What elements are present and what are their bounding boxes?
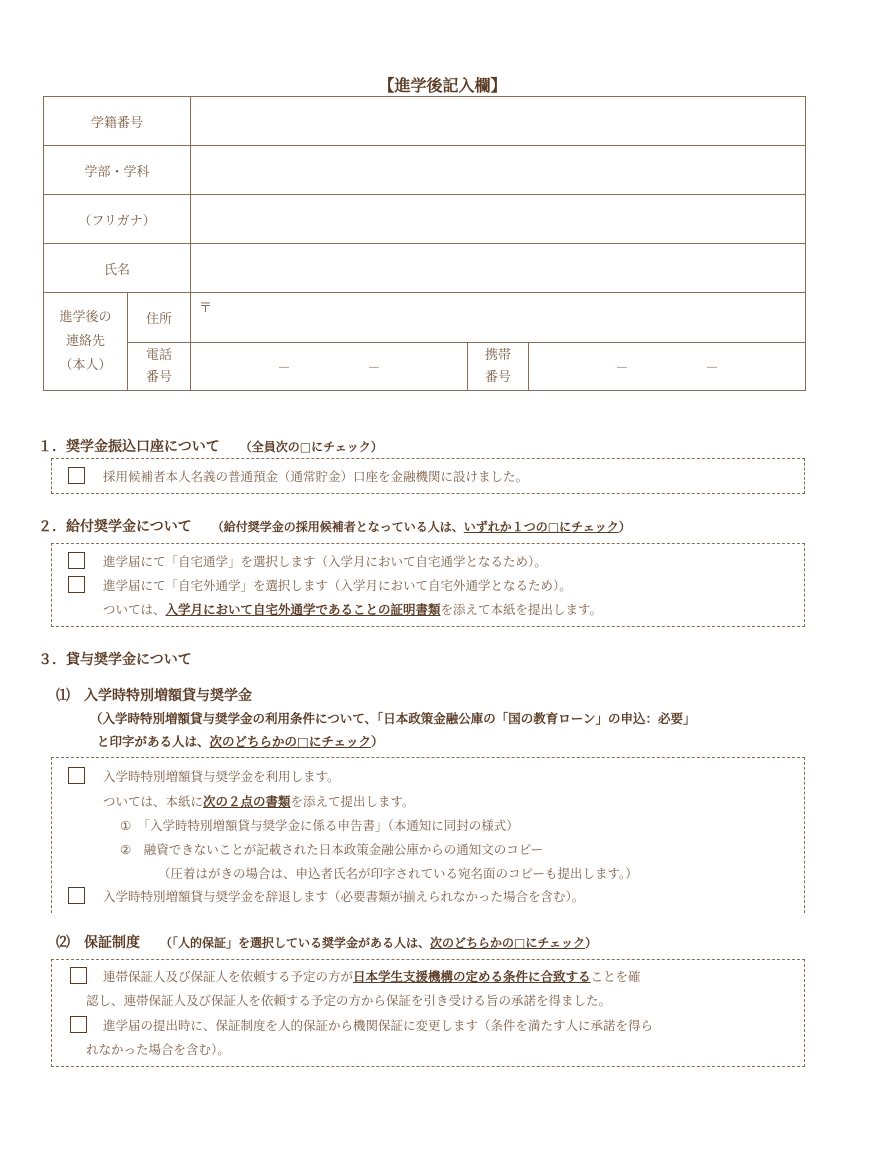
section2-heading: ２．給付奨学金について （給付奨学金の採用候補者となっている人は、いずれか１つの□にチェック） bbox=[38, 519, 631, 535]
s3-sub2-checkbox-2[interactable] bbox=[70, 1016, 87, 1033]
phone-field[interactable]: － － bbox=[191, 343, 468, 391]
s3-sub1-item-1-cont: ついては、本紙に次の２点の書類を添えて提出します。 bbox=[103, 794, 415, 809]
s3-sub1-item-1: 入学時特別増額貸与奨学金を利用します。 bbox=[103, 769, 340, 784]
s2-checkbox-2[interactable] bbox=[68, 576, 85, 593]
s3-sub1-doc-2: ② 融資できないことが記載された日本政策金融公庫からの通知文のコピー bbox=[120, 842, 544, 857]
furigana-label: （フリガナ） bbox=[44, 195, 191, 244]
contact-label: 進学後の 連絡先 （本人） bbox=[44, 293, 128, 391]
furigana-field[interactable] bbox=[191, 195, 806, 244]
s1-checkbox-1[interactable] bbox=[68, 467, 85, 484]
name-label: 氏名 bbox=[44, 244, 191, 293]
mobile-label: 携帯 番号 bbox=[468, 343, 529, 391]
section3-sub2-heading: ⑵ 保証制度 （「人的保証」を選択している奨学金がある人は、次のどちらかの□にチェック） bbox=[56, 935, 598, 951]
s3-sub2-item-2-cont: れなかった場合を含む）。 bbox=[86, 1042, 230, 1057]
s2-item-1: 進学届にて「自宅通学」を選択します（入学月において自宅通学となるため）。 bbox=[103, 554, 547, 569]
student-info-table bbox=[43, 96, 806, 391]
s3-sub2-item-1-cont: 認し、連帯保証人及び保証人を依頼する予定の方から保証を引き受ける旨の承諾を得ました。 bbox=[86, 993, 612, 1008]
s2-checkbox-1[interactable] bbox=[68, 552, 85, 569]
s3-sub1-item-2: 入学時特別増額貸与奨学金を辞退します（必要書類が揃えられなかった場合を含む）。 bbox=[103, 889, 585, 904]
mobile-field[interactable]: － － bbox=[529, 343, 806, 391]
student-number-label: 学籍番号 bbox=[44, 97, 191, 146]
s2-item-2: 進学届にて「自宅外通学」を選択します（入学月において自宅外通学となるため）。 bbox=[103, 578, 572, 593]
s3-sub1-note-2: と印字がある人は、次のどちらかの□にチェック） bbox=[97, 734, 384, 749]
name-field[interactable] bbox=[191, 244, 806, 293]
page-title: 【進学後記入欄】 bbox=[378, 76, 507, 95]
faculty-field[interactable] bbox=[191, 146, 806, 195]
address-label: 住所 bbox=[128, 293, 191, 343]
postal-mark: 〒 bbox=[199, 301, 213, 316]
section3-heading: ３．貸与奨学金について bbox=[38, 652, 192, 668]
s1-item-1: 採用候補者本人名義の普通預金（通常貯金）口座を金融機関に設けました。 bbox=[103, 469, 529, 484]
s3-sub2-checkbox-1[interactable] bbox=[70, 967, 87, 984]
section3-sub1-heading: ⑴ 入学時特別増額貸与奨学金 bbox=[56, 688, 252, 704]
s3-sub1-checkbox-1[interactable] bbox=[68, 767, 85, 784]
address-field[interactable] bbox=[191, 293, 806, 343]
section1-heading: １．奨学金振込口座について （全員次の□にチェック） bbox=[38, 439, 383, 455]
s3-sub1-doc-2-note: （圧着はがきの場合は、申込者氏名が印字されている宛名面のコピーも提出します。） bbox=[158, 866, 638, 881]
faculty-label: 学部・学科 bbox=[44, 146, 191, 195]
s3-sub2-item-2: 進学届の提出時に、保証制度を人的保証から機関保証に変更します（条件を満たす人に承諾を得ら bbox=[103, 1018, 654, 1033]
student-number-field[interactable] bbox=[191, 97, 806, 146]
s3-sub1-doc-1: ① 「入学時特別増額貸与奨学金に係る申告書」（本通知に同封の様式） bbox=[120, 818, 519, 833]
s3-sub1-checkbox-2[interactable] bbox=[68, 887, 85, 904]
s3-sub1-note-1: （入学時特別増額貸与奨学金の利用条件について、「日本政策金融公庫の「国の教育ローン」の申込：必要」 bbox=[90, 711, 696, 726]
s3-sub2-item-1: 連帯保証人及び保証人を依頼する予定の方が日本学生支援機構の定める条件に合致することを確 bbox=[103, 969, 641, 984]
phone-label: 電話 番号 bbox=[128, 343, 191, 391]
s2-item-2-cont: ついては、入学月において自宅外通学であることの証明書類を添えて本紙を提出します。 bbox=[103, 602, 603, 617]
